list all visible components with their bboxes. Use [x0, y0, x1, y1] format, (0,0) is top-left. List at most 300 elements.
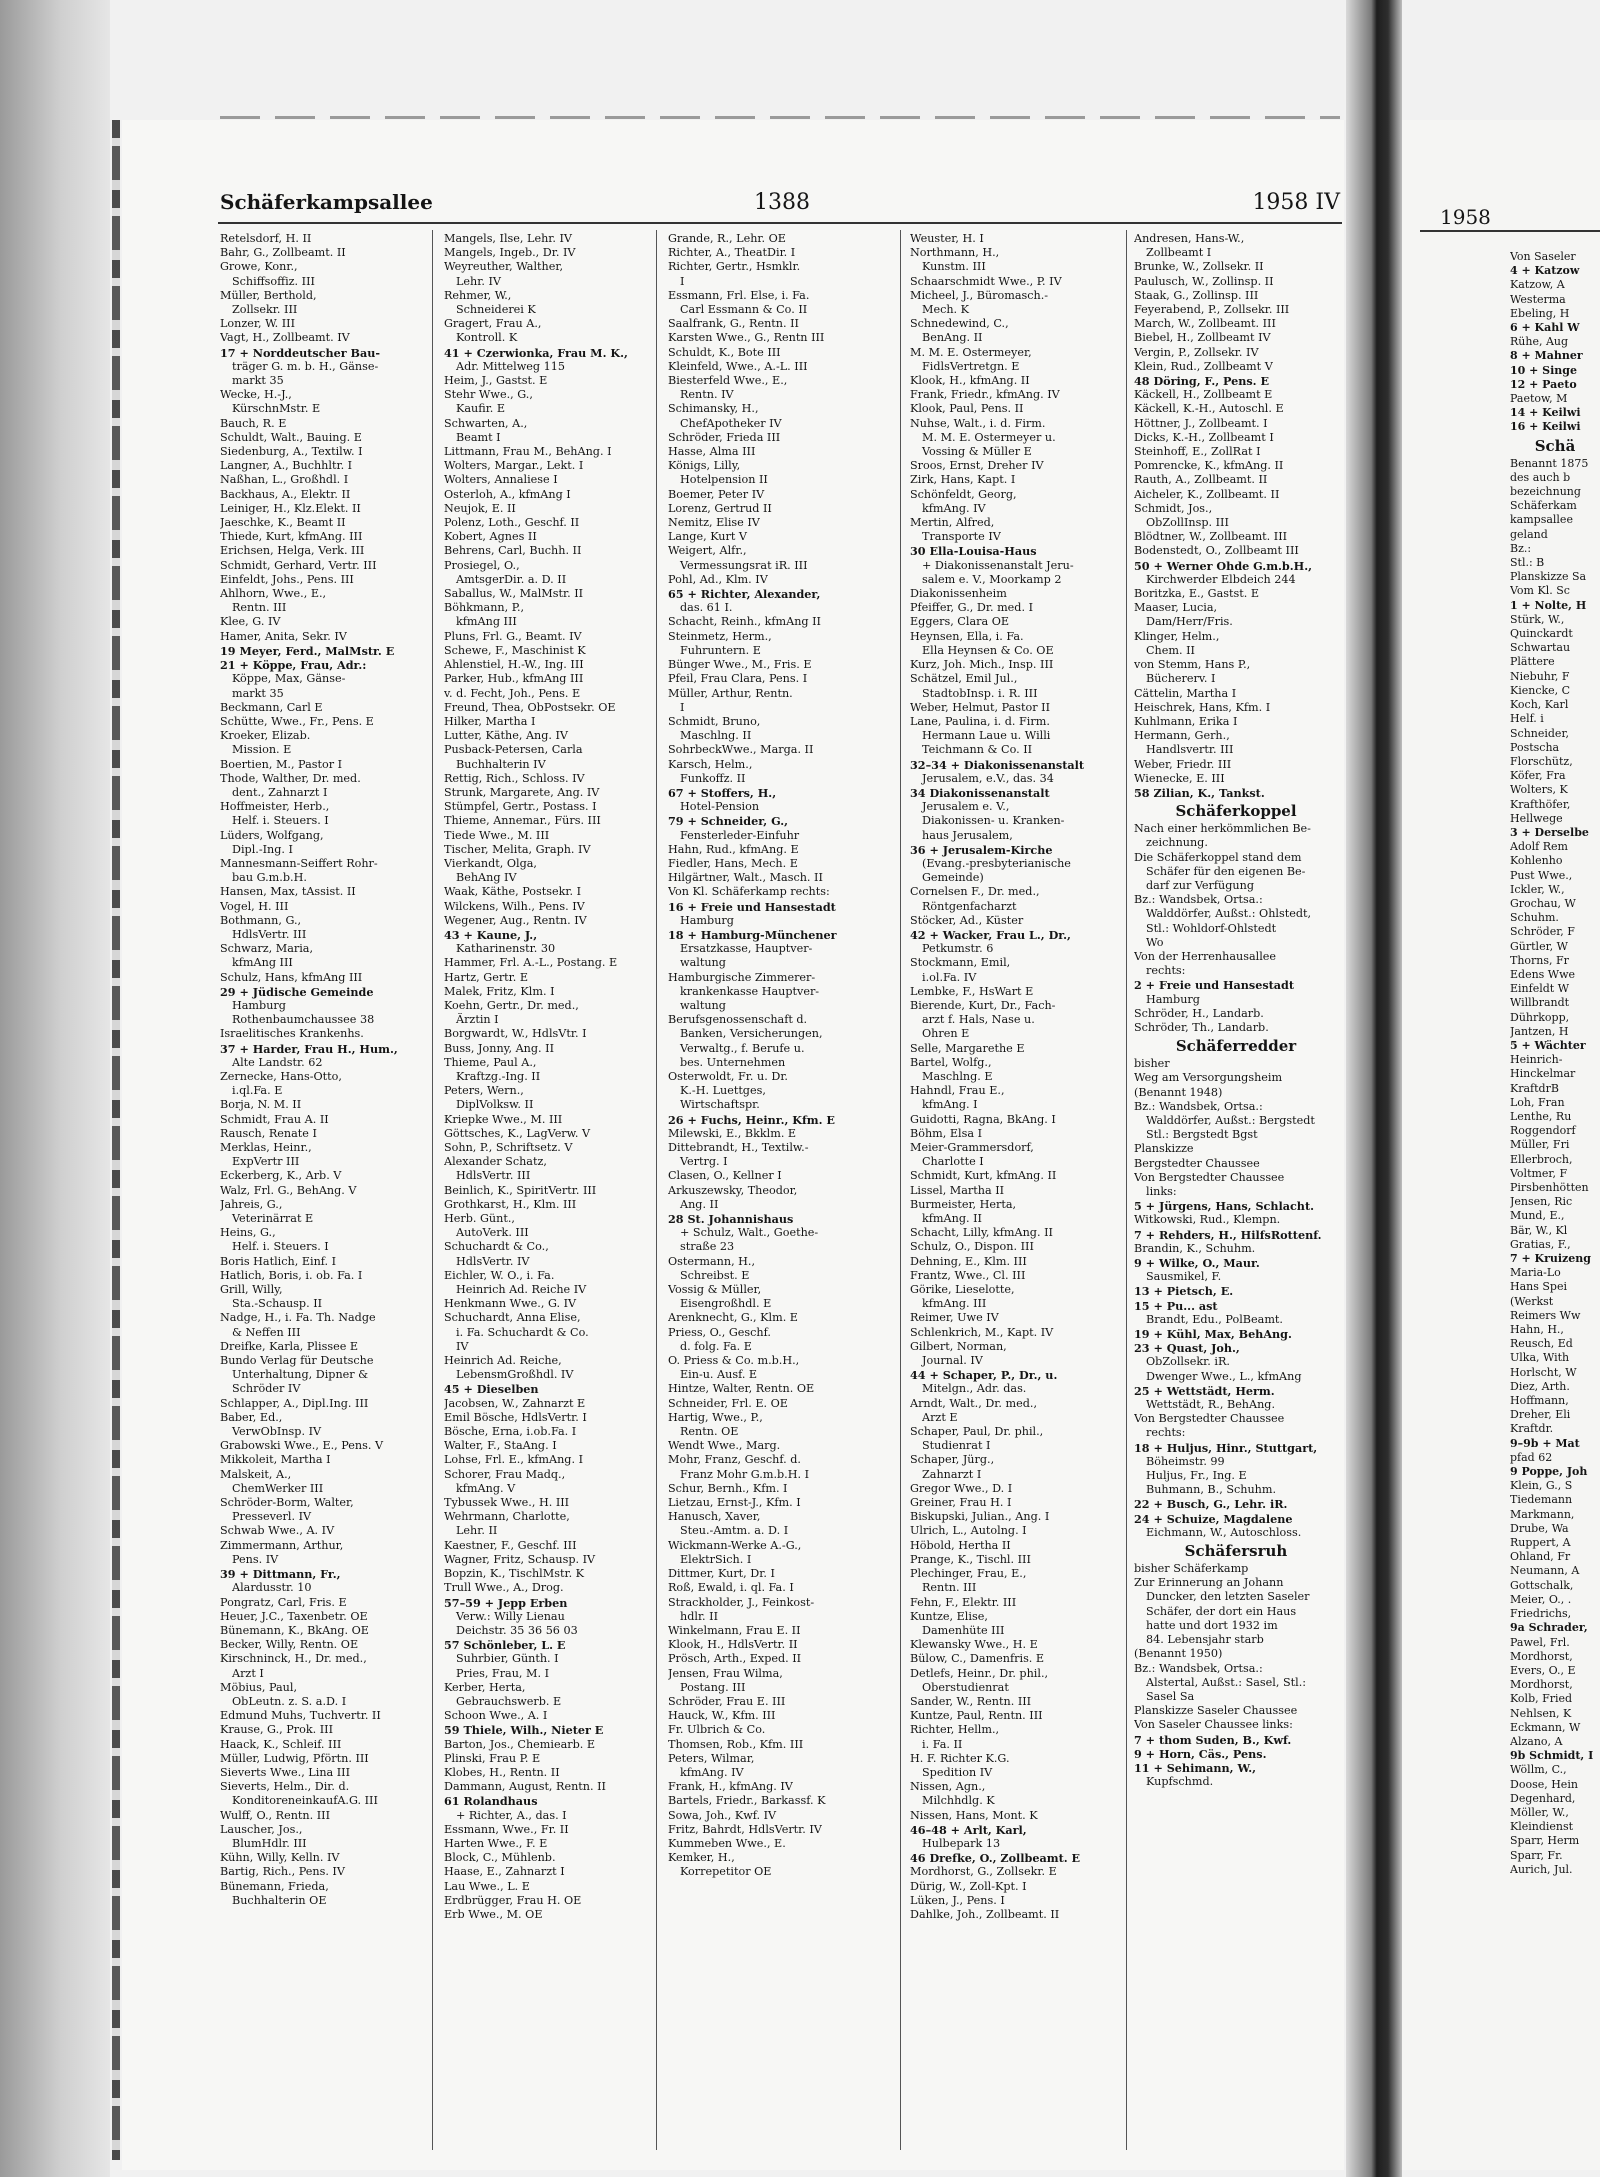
- directory-entry: Trull Wwe., A., Drog.: [444, 1581, 564, 1595]
- directory-entry: Rühe, Aug: [1510, 335, 1569, 349]
- directory-entry: Von Saseler Chaussee links:: [1134, 1718, 1293, 1732]
- directory-entry: 57–59 + Jepp Erben: [444, 1595, 568, 1610]
- directory-entry: HdlsVertr. III: [456, 1169, 531, 1183]
- directory-entry: Burmeister, Herta,: [910, 1197, 1017, 1211]
- directory-entry: Nemitz, Elise IV: [668, 516, 760, 530]
- directory-entry: Pawel, Frl.: [1510, 1635, 1570, 1649]
- directory-entry: Lohse, Frl. E., kfmAng. I: [444, 1453, 583, 1467]
- directory-entry: Schütte, Wwe., Fr., Pens. E: [220, 714, 374, 728]
- directory-entry: Degenhard,: [1510, 1791, 1576, 1805]
- directory-entry: Doose, Hein: [1510, 1777, 1578, 1791]
- directory-entry: Osterloh, A., kfmAng I: [444, 487, 571, 501]
- column-divider: [900, 230, 901, 2150]
- directory-entry: dent., Zahnarzt I: [232, 785, 328, 799]
- directory-entry: Vertrg. I: [680, 1155, 728, 1169]
- directory-entry: Barton, Jos., Chemiearb. E: [444, 1737, 596, 1751]
- directory-entry: Transporte IV: [922, 530, 1001, 544]
- directory-entry: I: [680, 700, 685, 714]
- directory-entry: Vagt, H., Zollbeamt. IV: [220, 331, 350, 345]
- directory-entry: Sasel Sa: [1146, 1689, 1195, 1703]
- directory-entry: Schröder-Borm, Walter,: [220, 1496, 354, 1510]
- directory-entry: Essmann, Frl. Else, i. Fa.: [668, 288, 810, 302]
- directory-entry: Niebuhr, F: [1510, 669, 1570, 683]
- directory-entry: 19 + Kühl, Max, BehAng.: [1134, 1327, 1292, 1342]
- directory-entry: Arzt I: [232, 1666, 264, 1680]
- directory-entry: Frank, Friedr., kfmAng. IV: [910, 388, 1060, 402]
- directory-entry: StadtobInsp. i. R. III: [922, 686, 1038, 700]
- directory-entry: Ahlhorn, Wwe., E.,: [220, 587, 327, 601]
- directory-entry: Jensen, Ric: [1510, 1195, 1573, 1209]
- directory-entry: darf zur Verfügung: [1146, 878, 1254, 892]
- directory-entry: Krafthöfer,: [1510, 797, 1571, 811]
- directory-entry: Arndt, Walt., Dr. med.,: [910, 1396, 1038, 1410]
- directory-entry: Heinrich Ad. Reiche IV: [456, 1283, 587, 1297]
- directory-entry: K.-H. Luettges,: [680, 1084, 766, 1098]
- directory-entry: Polenz, Loth., Geschf. II: [444, 516, 580, 530]
- directory-entry: i.ol.Fa. IV: [922, 970, 977, 984]
- directory-entry: hdlr. II: [680, 1609, 719, 1623]
- directory-entry: Hamer, Anita, Sekr. IV: [220, 629, 347, 643]
- directory-entry: Siedenburg, A., Textilw. I: [220, 445, 363, 459]
- directory-entry: Hoffmeister, Herb.,: [220, 800, 330, 814]
- directory-entry: Bartel, Wolfg.,: [910, 1055, 992, 1069]
- directory-entry: Essmann, Wwe., Fr. II: [444, 1822, 569, 1836]
- directory-entry: (Werkst: [1510, 1294, 1554, 1308]
- directory-entry: Hamburg: [232, 998, 286, 1012]
- directory-entry: Görike, Lieselotte,: [910, 1283, 1015, 1297]
- directory-entry: Bülow, C., Damenfris. E: [910, 1652, 1045, 1666]
- directory-entry: Clasen, O., Kellner I: [668, 1169, 782, 1183]
- directory-entry: Bz.: Wandsbek, Ortsa.:: [1134, 1661, 1263, 1675]
- directory-entry: Voltmer, F: [1510, 1166, 1568, 1180]
- directory-entry: Schulz, O., Dispon. III: [910, 1240, 1034, 1254]
- directory-entry: Boemer, Peter IV: [668, 487, 765, 501]
- directory-entry: Cornelsen F., Dr. med.,: [910, 885, 1040, 899]
- directory-entry: Biebel, H., Zollbeamt IV: [1134, 331, 1271, 345]
- directory-entry: Eckerberg, K., Arb. V: [220, 1169, 342, 1183]
- directory-entry: Ulrich, L., Autolng. I: [910, 1524, 1027, 1538]
- directory-entry: Käckell, H., Zollbeamt E: [1134, 388, 1273, 402]
- directory-entry: Lau Wwe., L. E: [444, 1879, 530, 1893]
- directory-entry: Schwab Wwe., A. IV: [220, 1524, 335, 1538]
- directory-entry: Mikkoleit, Martha I: [220, 1453, 331, 1467]
- directory-entry: zeichnung.: [1146, 836, 1208, 850]
- directory-entry: Ersatzkasse, Hauptver-: [680, 942, 813, 956]
- directory-entry: Kühn, Willy, Kelln. IV: [220, 1851, 340, 1865]
- directory-entry: Hermann, Gerh.,: [1134, 729, 1230, 743]
- directory-entry: 8 + Mahner: [1510, 349, 1583, 363]
- directory-entry: 1 + Nolte, H: [1510, 598, 1587, 612]
- directory-entry: Hilgärtner, Walt., Masch. II: [668, 871, 823, 885]
- directory-entry: Teichmann & Co. II: [922, 743, 1033, 757]
- directory-entry: Mitelgn., Adr. das.: [922, 1382, 1027, 1396]
- directory-entry: Lehr. II: [456, 1524, 498, 1538]
- directory-entry: Studienrat I: [922, 1439, 991, 1453]
- directory-entry: Steinmetz, Herm.,: [668, 629, 772, 643]
- directory-entry: Paetow, M: [1510, 392, 1568, 406]
- directory-entry: 30 Ella-Louisa-Haus: [910, 544, 1037, 559]
- directory-column-3: [668, 232, 872, 2152]
- directory-entry: Emil Bösche, HdlsVertr. I: [444, 1410, 587, 1424]
- directory-entry: Henkmann Wwe., G. IV: [444, 1297, 577, 1311]
- directory-entry: Arenknecht, G., Klm. E: [668, 1311, 798, 1325]
- directory-entry: Lietzau, Ernst-J., Kfm. I: [668, 1496, 801, 1510]
- directory-entry: Kraftzg.-Ing. II: [456, 1069, 541, 1083]
- directory-entry: links:: [1146, 1185, 1177, 1198]
- directory-entry: IV: [456, 1339, 469, 1353]
- directory-entry: Gregor Wwe., D. I: [910, 1481, 1013, 1495]
- directory-entry: 18 + Huljus, Hinr., Stuttgart,: [1134, 1440, 1318, 1455]
- directory-entry: Schmidt, Frau A. II: [220, 1112, 329, 1126]
- directory-entry: Fritz, Bahrdt, HdlsVertr. IV: [668, 1822, 822, 1836]
- directory-entry: 79 + Schneider, G.,: [668, 814, 789, 829]
- directory-entry: Nehlsen, K: [1510, 1706, 1572, 1720]
- directory-entry: Wickmann-Werke A.-G.,: [668, 1538, 802, 1552]
- directory-entry: Banken, Versicherungen,: [680, 1027, 823, 1041]
- directory-entry: 84. Lebensjahr starb: [1146, 1633, 1264, 1647]
- directory-entry: Rentn. III: [232, 601, 287, 615]
- directory-entry: Wulff, O., Rentn. III: [220, 1808, 330, 1822]
- directory-entry: Korrepetitor OE: [680, 1865, 772, 1879]
- directory-entry: 37 + Harder, Frau H., Hum.,: [220, 1041, 398, 1056]
- directory-entry: Weber, Friedr. III: [1134, 757, 1232, 771]
- directory-entry: ChemWerker III: [232, 1481, 324, 1495]
- directory-entry: Peters, Wilmar,: [668, 1751, 755, 1765]
- directory-entry: träger G. m. b. H., Gänse-: [232, 359, 379, 373]
- directory-entry: Von Saseler: [1510, 250, 1576, 263]
- directory-entry: + Schulz, Walt., Goethe-: [680, 1226, 819, 1240]
- directory-entry: Eggers, Clara OE: [910, 615, 1010, 629]
- directory-entry: 5 + Wächter: [1510, 1038, 1586, 1052]
- directory-entry: Chem. II: [1146, 643, 1195, 657]
- directory-entry: Schaper, Jürg.,: [910, 1453, 995, 1467]
- directory-entry: Mordhorst,: [1510, 1678, 1573, 1692]
- directory-entry: Bundo Verlag für Deutsche: [220, 1354, 374, 1368]
- directory-entry: Willbrandt: [1510, 996, 1570, 1010]
- directory-entry: Alzano, A: [1510, 1734, 1563, 1748]
- directory-entry: M. M. E. Ostermeyer u.: [922, 430, 1056, 444]
- directory-entry: 9 + Wilke, O., Maur.: [1134, 1256, 1260, 1271]
- directory-entry: Unterhaltung, Dipner &: [232, 1368, 369, 1382]
- directory-entry: Feyerabend, P., Zollsekr. III: [1134, 303, 1290, 317]
- directory-entry: Kiencke, C: [1510, 683, 1571, 697]
- directory-entry: Böhm, Elsa I: [910, 1126, 983, 1140]
- directory-entry: 5 + Jürgens, Hans, Schlacht.: [1134, 1199, 1315, 1214]
- directory-entry: Schäferredder: [1175, 1037, 1297, 1056]
- directory-entry: Erdbrügger, Frau H. OE: [444, 1893, 582, 1907]
- directory-entry: Wehrmann, Charlotte,: [444, 1510, 570, 1524]
- directory-entry: Gragert, Frau A.,: [444, 317, 542, 331]
- year-volume: 1958 IV: [1252, 190, 1340, 215]
- directory-entry: Walter, F., StaAng. I: [444, 1439, 557, 1453]
- directory-entry: 16 + Keilwi: [1510, 420, 1581, 434]
- directory-entry: Wecke, H.-J.,: [220, 388, 292, 402]
- directory-entry: Schimansky, H.,: [668, 402, 759, 416]
- directory-entry: Selle, Margarethe E: [910, 1041, 1025, 1055]
- directory-entry: Wegener, Aug., Rentn. IV: [444, 913, 587, 927]
- directory-entry: Roggendorf: [1510, 1124, 1576, 1138]
- directory-entry: Verw.: Willy Lienau: [456, 1609, 565, 1623]
- directory-entry: 22 + Busch, G., Lehr. iR.: [1134, 1497, 1288, 1512]
- directory-entry: Blödtner, W., Zollbeamt. III: [1134, 530, 1288, 544]
- directory-entry: Brunke, W., Zollsekr. II: [1134, 260, 1264, 274]
- directory-entry: Block, C., Mühlenb.: [444, 1851, 556, 1865]
- directory-entry: Schröder, Frau E. III: [668, 1694, 786, 1708]
- directory-entry: Dittmer, Kurt, Dr. I: [668, 1567, 775, 1581]
- directory-entry: Thode, Walther, Dr. med.: [220, 771, 361, 785]
- directory-entry: Mordhorst, G., Zollsekr. E: [910, 1865, 1057, 1879]
- directory-entry: Schmidt, Bruno,: [668, 714, 761, 728]
- directory-entry: Rettig, Rich., Schloss. IV: [444, 771, 585, 785]
- directory-entry: kfmAng III: [232, 956, 293, 970]
- directory-entry: Klook, Paul, Pens. II: [910, 402, 1024, 416]
- directory-entry: Baber, Ed.,: [220, 1410, 283, 1424]
- directory-entry: Ärztin I: [456, 1013, 499, 1027]
- directory-entry: 7 + thom Suden, B., Kwf.: [1134, 1732, 1292, 1747]
- directory-entry: Bahr, G., Zollbeamt. II: [220, 246, 346, 260]
- directory-entry: Sausmikel, F.: [1146, 1270, 1222, 1284]
- directory-entry: 48 Döring, F., Pens. E: [1134, 374, 1269, 389]
- directory-entry: Bz.: Wandsbek, Ortsa.:: [1134, 1099, 1263, 1113]
- directory-entry: 11 + Sehimann, W.,: [1134, 1760, 1257, 1775]
- directory-entry: Kuhlmann, Erika I: [1134, 714, 1238, 728]
- directory-entry: Quinckardt: [1510, 627, 1573, 641]
- directory-entry: Alte Landstr. 62: [232, 1055, 323, 1069]
- directory-entry: d. folg. Fa. E: [680, 1339, 752, 1353]
- directory-entry: Krause, G., Prok. III: [220, 1723, 334, 1737]
- directory-entry: Veterinärrat E: [232, 1212, 314, 1226]
- directory-entry: Eichler, W. O., i. Fa.: [444, 1268, 555, 1282]
- directory-entry: Northmann, H.,: [910, 246, 1000, 260]
- directory-entry: BehAng IV: [456, 871, 517, 885]
- directory-entry: das. 61 I.: [680, 601, 733, 615]
- directory-entry: Bothmann, G.,: [220, 913, 302, 927]
- directory-entry: Möller, W.,: [1510, 1805, 1569, 1819]
- directory-entry: 43 + Kaune, J.,: [444, 927, 538, 942]
- directory-entry: Behrens, Carl, Buchh. II: [444, 544, 582, 558]
- directory-entry: rechts:: [1146, 964, 1186, 978]
- directory-entry: Dreifke, Karla, Plissee E: [220, 1339, 359, 1353]
- directory-entry: Sparr, Fr.: [1510, 1848, 1563, 1862]
- directory-entry: ChefApotheker IV: [680, 416, 782, 430]
- directory-entry: ObZollsekr. iR.: [1146, 1355, 1230, 1369]
- directory-entry: Schmidt, Kurt, kfmAng. II: [910, 1169, 1057, 1183]
- directory-entry: Dahlke, Joh., Zollbeamt. II: [910, 1907, 1060, 1921]
- directory-entry: Diez, Arth.: [1510, 1379, 1570, 1393]
- directory-entry: arzt f. Hals, Nase u.: [922, 1013, 1035, 1027]
- directory-entry: Nach einer herkömmlichen Be-: [1134, 822, 1311, 836]
- directory-entry: Deichstr. 35 36 56 03: [456, 1623, 578, 1637]
- directory-column-4: [910, 232, 1114, 2152]
- directory-entry: Meier, O., .: [1510, 1592, 1572, 1606]
- scan-background: [0, 0, 110, 2177]
- directory-entry: Stehr Wwe., G.,: [444, 388, 533, 402]
- directory-entry: Hinckelmar: [1510, 1067, 1576, 1081]
- directory-entry: Staak, G., Zollinsp. III: [1134, 288, 1259, 302]
- directory-entry: Tiedemann: [1510, 1493, 1573, 1507]
- directory-entry: Schmidt, Jos.,: [1134, 501, 1213, 515]
- directory-entry: Ohland, Fr: [1510, 1550, 1571, 1564]
- directory-entry: Rothenbaumchaussee 38: [232, 1013, 375, 1027]
- directory-entry: Schönfeldt, Georg,: [910, 487, 1017, 501]
- directory-entry: Ostermann, H.,: [668, 1254, 756, 1268]
- directory-entry: i.ql.Fa. E: [232, 1084, 283, 1098]
- directory-entry: Brandin, K., Schuhm.: [1134, 1241, 1256, 1255]
- directory-entry: Schröder, Frieda III: [668, 430, 781, 444]
- directory-entry: Journal. IV: [922, 1354, 983, 1368]
- directory-entry: 42 + Wacker, Frau L., Dr.,: [910, 927, 1071, 942]
- directory-entry: Heinrich Ad. Reiche,: [444, 1354, 562, 1368]
- directory-entry: + Diakonissenanstalt Jeru-: [922, 558, 1074, 572]
- directory-entry: kfmAng. III: [922, 1297, 987, 1311]
- directory-entry: 45 + Dieselben: [444, 1382, 539, 1397]
- directory-entry: Andresen, Hans-W.,: [1134, 232, 1245, 245]
- directory-entry: Karsten Wwe., G., Rentn III: [668, 331, 825, 345]
- directory-entry: Klewansky Wwe., H. E: [910, 1638, 1038, 1652]
- directory-entry: 65 + Richter, Alexander,: [668, 587, 821, 602]
- directory-entry: Arkuszewsky, Theodor,: [668, 1183, 798, 1197]
- directory-entry: Hansen, Max, tAssist. II: [220, 885, 356, 899]
- directory-entry: Petkumstr. 6: [922, 942, 994, 956]
- directory-entry: Lorenz, Gertrud II: [668, 501, 772, 515]
- directory-entry: Schiffsoffiz. III: [232, 274, 315, 288]
- directory-entry: Dwenger Wwe., L., kfmAng: [1146, 1369, 1302, 1383]
- directory-entry: kfmAng III: [456, 615, 517, 629]
- directory-entry: Käckell, K.-H., Autoschl. E: [1134, 402, 1284, 416]
- directory-entry: Schlenkrich, M., Kapt. IV: [910, 1325, 1054, 1339]
- directory-entry: Vermessungsrat iR. III: [680, 558, 808, 572]
- directory-entry: Carl Essmann & Co. II: [680, 303, 808, 317]
- directory-entry: Detlefs, Heinr., Dr. phil.,: [910, 1666, 1049, 1680]
- directory-entry: Höbold, Hertha II: [910, 1538, 1011, 1552]
- directory-entry: Dittebrandt, H., Textilw.-: [668, 1141, 809, 1154]
- directory-entry: Bartels, Friedr., Barkassf. K: [668, 1794, 826, 1808]
- directory-entry: Klook, H., kfmAng. II: [910, 374, 1030, 388]
- directory-entry: Ebeling, H: [1510, 306, 1570, 320]
- directory-entry: 18 + Hamburg-Münchener: [668, 927, 837, 942]
- directory-entry: 23 + Quast, Joh.,: [1134, 1341, 1240, 1356]
- directory-entry: Frantz, Wwe., Cl. III: [910, 1268, 1026, 1282]
- directory-entry: Kerber, Herta,: [444, 1680, 526, 1694]
- directory-entry: Saalfrank, G., Rentn. II: [668, 317, 799, 331]
- directory-entry: Hamburgische Zimmerer-: [668, 970, 816, 984]
- directory-entry: Schäferkoppel: [1175, 802, 1297, 821]
- directory-entry: Heischrek, Hans, Kfm. I: [1134, 700, 1271, 714]
- directory-entry: krankenkasse Hauptver-: [680, 984, 820, 998]
- directory-entry: Neumann, A: [1510, 1564, 1580, 1578]
- directory-entry: Richter, A., TheatDir. I: [668, 246, 796, 260]
- directory-entry: Markmann,: [1510, 1507, 1575, 1521]
- directory-entry: Klee, G. IV: [220, 615, 281, 629]
- header-rule: [218, 222, 1342, 224]
- directory-entry: Königs, Lilly,: [668, 459, 741, 473]
- directory-entry: Kaufir. E: [456, 402, 506, 416]
- directory-entry: Pomrencke, K., kfmAng. II: [1134, 459, 1284, 473]
- directory-entry: ObLeutn. z. S. a.D. I: [232, 1694, 347, 1708]
- directory-entry: Lauscher, Jos.,: [220, 1822, 303, 1836]
- directory-entry: Hintze, Walter, Rentn. OE: [668, 1382, 815, 1396]
- directory-entry: 9 Poppe, Joh: [1510, 1465, 1588, 1479]
- directory-entry: Micheel, J., Büromasch.-: [910, 288, 1049, 302]
- directory-entry: 21 + Köppe, Frau, Adr.:: [220, 658, 367, 673]
- directory-entry: Steinhoff, E., ZollRat I: [1134, 445, 1261, 459]
- directory-entry: 26 + Fuchs, Heinr., Kfm. E: [668, 1112, 835, 1127]
- directory-entry: Peters, Wern.,: [444, 1084, 524, 1098]
- directory-entry: straße 23: [680, 1240, 735, 1254]
- directory-entry: Klook, H., HdlsVertr. II: [668, 1638, 798, 1652]
- directory-entry: Beamt I: [456, 430, 501, 444]
- page-number: 1388: [754, 190, 810, 215]
- directory-entry: Ohren E: [922, 1027, 970, 1041]
- directory-entry: Klein, Rud., Zollbeamt V: [1134, 359, 1273, 373]
- directory-entry: Aurich, Jul.: [1510, 1862, 1573, 1876]
- directory-entry: Schacht, Lilly, kfmAng. II: [910, 1226, 1053, 1240]
- directory-entry: Adolf Rem: [1510, 840, 1568, 854]
- directory-entry: Wolters, Margar., Lekt. I: [444, 459, 584, 473]
- directory-entry: Schaper, Paul, Dr. phil.,: [910, 1425, 1044, 1439]
- directory-entry: Ella Heynsen & Co. OE: [922, 643, 1054, 657]
- directory-entry: Milchhdlg. K: [922, 1794, 995, 1808]
- directory-entry: Weyreuther, Walther,: [444, 260, 564, 274]
- directory-entry: VerwObInsp. IV: [232, 1425, 322, 1439]
- directory-entry: Buss, Jonny, Ang. II: [444, 1041, 554, 1055]
- directory-entry: Dreher, Eli: [1510, 1408, 1571, 1422]
- directory-entry: Thomsen, Rob., Kfm. III: [668, 1737, 804, 1751]
- directory-entry: Bopzin, K., TischlMstr. K: [444, 1567, 585, 1581]
- directory-entry: Huljus, Fr., Ing. E: [1146, 1469, 1247, 1483]
- directory-entry: Vergin, P., Zollsekr. IV: [1134, 345, 1259, 359]
- directory-entry: pfad 62: [1510, 1450, 1553, 1464]
- directory-entry: Vossing & Müller E: [922, 445, 1032, 459]
- next-page-rule: [1420, 230, 1600, 232]
- directory-entry: Adr. Mittelweg 115: [456, 359, 565, 373]
- directory-entry: Thieme, Paul A.,: [444, 1055, 537, 1069]
- directory-entry: Die Schäferkoppel stand dem: [1134, 850, 1302, 864]
- directory-entry: 34 Diakonissenanstalt: [910, 785, 1050, 800]
- directory-entry: Lembke, F., HsWart E: [910, 984, 1034, 998]
- directory-entry: Reimers Ww: [1510, 1308, 1581, 1322]
- directory-entry: Priess, O., Geschf.: [668, 1325, 771, 1339]
- directory-entry: 10 + Singe: [1510, 363, 1577, 377]
- directory-entry: Weuster, H. I: [910, 232, 984, 245]
- directory-entry: 4 + Katzow: [1510, 264, 1580, 278]
- directory-entry: Vierkandt, Olga,: [444, 856, 537, 870]
- directory-entry: Grochau, W: [1510, 896, 1576, 910]
- directory-entry: Mordhorst,: [1510, 1649, 1573, 1663]
- directory-entry: Wilckens, Wilh., Pens. IV: [444, 899, 585, 913]
- column-divider: [432, 230, 433, 2150]
- directory-entry: ElektrSich. I: [680, 1552, 752, 1566]
- directory-entry: Höttner, J., Zollbeamt. I: [1134, 416, 1268, 430]
- directory-entry: Klein, G., S: [1510, 1479, 1573, 1493]
- directory-entry: rechts:: [1146, 1426, 1186, 1440]
- directory-entry: 9 + Horn, Cäs., Pens.: [1134, 1746, 1267, 1761]
- directory-entry: Sparr, Herm: [1510, 1834, 1580, 1848]
- directory-entry: Schreibst. E: [680, 1268, 750, 1282]
- directory-entry: Brandt, Edu., PolBeamt.: [1146, 1312, 1283, 1326]
- directory-entry: Stl.: B: [1510, 556, 1545, 570]
- directory-entry: Postang. III: [680, 1680, 746, 1694]
- directory-entry: Göttsches, K., LagVerw. V: [444, 1126, 591, 1140]
- directory-entry: M. M. E. Ostermeyer,: [910, 345, 1032, 359]
- directory-entry: Schur, Bernh., Kfm. I: [668, 1481, 788, 1495]
- directory-entry: Haack, K., Schleif. III: [220, 1737, 342, 1751]
- directory-entry: 9b Schmidt, I: [1510, 1749, 1594, 1763]
- directory-entry: Nuhse, Walt., i. d. Firm.: [910, 416, 1046, 430]
- directory-entry: + Richter, A., das. I: [456, 1808, 567, 1822]
- directory-entry: Stl.: Wohldorf-Ohlstedt: [1146, 921, 1277, 935]
- directory-entry: Langner, A., Buchhltr. I: [220, 459, 353, 473]
